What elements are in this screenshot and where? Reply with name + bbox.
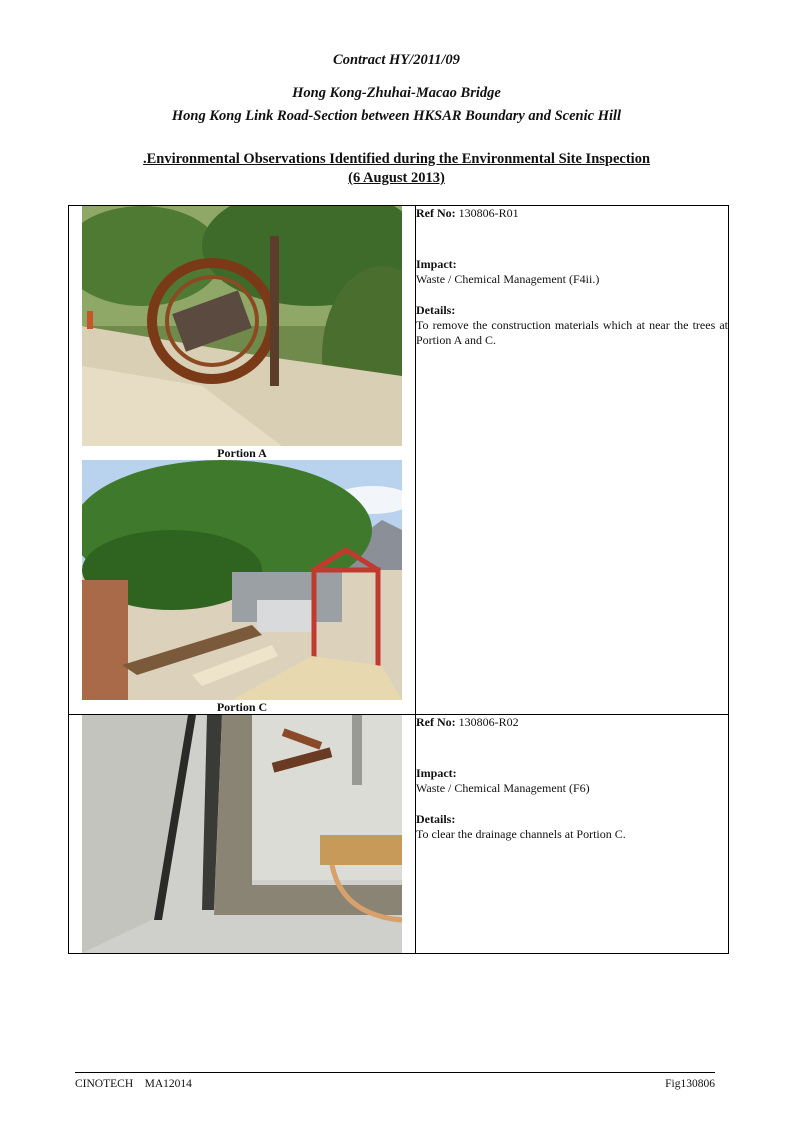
- document-heading: .Environmental Observations Identified during the Environmental Site Inspection: [142, 151, 651, 167]
- photo-portion-a: [82, 206, 402, 446]
- section-title: Hong Kong Link Road-Section between HKSAR Boundary and Scenic Hill: [171, 108, 622, 124]
- info-cell: [416, 715, 729, 954]
- impact-label: Impact:: [416, 766, 457, 780]
- observation-row: [69, 206, 729, 715]
- observations-table: [68, 205, 729, 954]
- ref-label: Ref No:: [416, 715, 456, 729]
- details-text: To clear the drainage channels at Portion C.: [416, 827, 626, 841]
- footer-divider: [75, 1072, 715, 1073]
- photo-cell: [69, 206, 416, 715]
- footer-figure-number: Fig130806: [665, 1078, 715, 1090]
- details-text: To remove the construction materials which at near the trees at Portion A and C.: [416, 318, 728, 347]
- ref-label: Ref No:: [416, 206, 456, 220]
- info-cell: [416, 206, 729, 715]
- ref-number: 130806-R02: [458, 715, 519, 729]
- photo-cell: [69, 715, 416, 954]
- ref-line: [416, 715, 728, 730]
- project-title: Hong Kong-Zhuhai-Macao Bridge: [292, 85, 501, 101]
- contract-title: Contract HY/2011/09: [333, 52, 460, 68]
- ref-number: 130806-R01: [458, 206, 519, 220]
- photo-portion-c: [82, 460, 402, 700]
- photo-caption: Portion C: [216, 700, 268, 714]
- inspection-date: (6 August 2013): [348, 170, 445, 186]
- ref-line: [416, 206, 728, 221]
- footer-company: CINOTECH MA12014: [75, 1078, 192, 1090]
- details-label: Details:: [416, 303, 456, 317]
- impact-text: Waste / Chemical Management (F4ii.): [416, 272, 600, 286]
- details-label: Details:: [416, 812, 456, 826]
- impact-text: Waste / Chemical Management (F6): [416, 781, 590, 795]
- observation-row: [69, 715, 729, 954]
- photo-drainage-channel: [82, 715, 402, 953]
- impact-label: Impact:: [416, 257, 457, 271]
- photo-caption: Portion A: [217, 446, 267, 460]
